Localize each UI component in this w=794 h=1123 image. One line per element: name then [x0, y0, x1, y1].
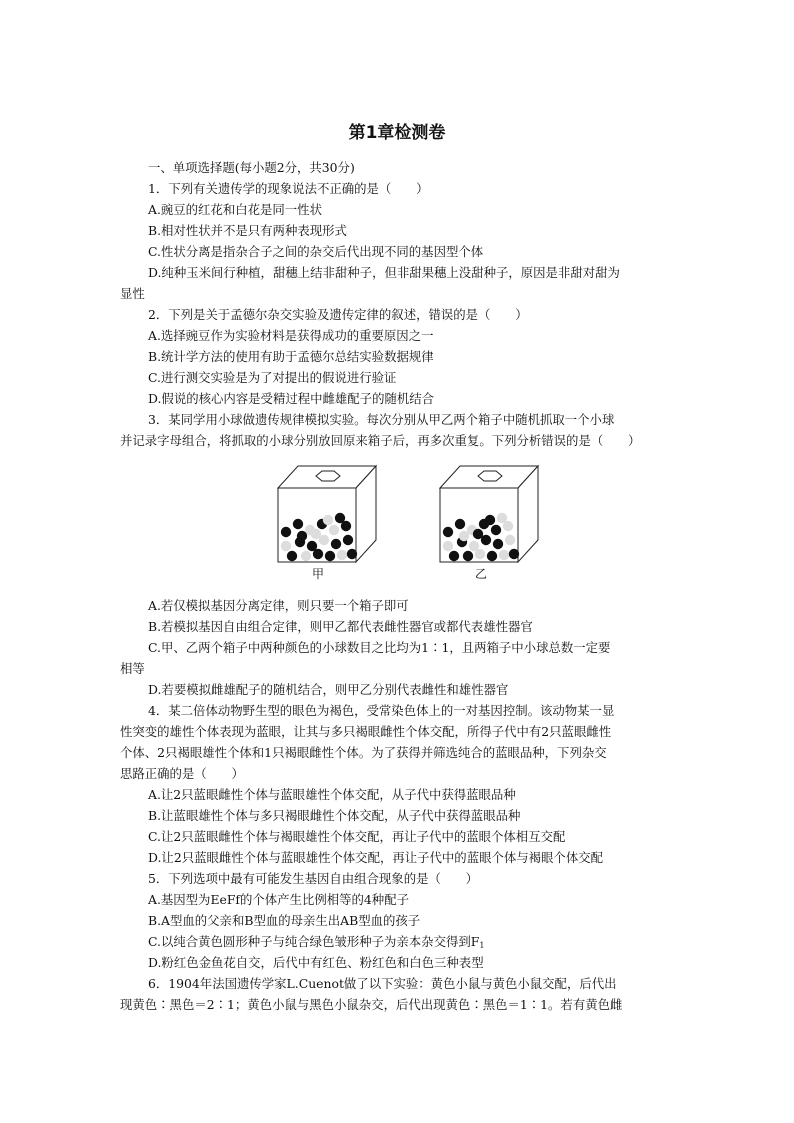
q6-stem: 6．1904年法国遗传学家L.Cuenot做了以下实验：黄色小鼠与黄色小鼠交配，后代出 — [148, 976, 617, 991]
q1-option-d: D.纯种玉米间行种植，甜穗上结非甜种子，但非甜果穗上没甜种子，原因是非甜对甜为 — [148, 265, 620, 280]
page-title: 第1章检测卷 — [348, 123, 446, 143]
box-right-black-ball — [491, 525, 501, 535]
q4-option-d: D.让2只蓝眼雌性个体与蓝眼雄性个体交配，再让子代中的蓝眼个体与褐眼个体交配 — [148, 850, 603, 865]
box-left-gray-ball — [329, 525, 339, 535]
box-left-black-ball — [293, 519, 303, 529]
box-left-black-ball — [287, 551, 297, 561]
q4-option-a: A.让2只蓝眼雌性个体与蓝眼雄性个体交配，从子代中获得蓝眼品种 — [148, 787, 516, 802]
q5-option-b: B.A型血的父亲和B型血的母亲生出AB型血的孩子 — [148, 913, 421, 928]
q3-option-c-continued: 相等 — [120, 661, 145, 676]
box-right-black-ball — [455, 519, 465, 529]
q4-option-c: C.让2只蓝眼雌性个体与褐眼雄性个体交配，再让子代中的蓝眼个体相互交配 — [148, 829, 566, 844]
box-left-black-ball — [331, 539, 341, 549]
box-right-black-ball — [443, 527, 453, 537]
q2-option-d: D.假说的核心内容是受精过程中雌雄配子的随机结合 — [148, 391, 435, 406]
box-left-gray-ball — [337, 550, 347, 560]
box-right-gray-ball — [459, 531, 469, 541]
section-heading: 一、单项选择题(每小题2分，共30分) — [148, 160, 355, 175]
q2-option-c: C.进行测交实验是为了对提出的假说进行验证 — [148, 370, 397, 385]
q3-option-d: D.若要模拟雌雄配子的随机结合，则甲乙分别代表雌性和雄性器官 — [148, 682, 509, 697]
box-left-black-ball — [335, 513, 345, 523]
box-left-gray-ball — [323, 515, 333, 525]
q4-stem-line3: 个体、2只褐眼雄性个体和1只褐眼雌性个体。为了获得并筛选纯合的蓝眼品种，下列杂交 — [120, 745, 607, 760]
box-right-label: 乙 — [475, 567, 488, 581]
box-left-black-ball — [343, 535, 353, 545]
q1-option-c: C.性状分离是指杂合子之间的杂交后代出现不同的基因型个体 — [148, 244, 484, 259]
q5-option-a: A.基因型为EeFf的个体产生比例相等的4种配子 — [148, 892, 409, 907]
q4-stem-line2: 性突变的雄性个体表现为蓝眼，让其与多只褐眼雌性个体交配，所得子代中有2只蓝眼雌性 — [120, 724, 612, 739]
q3-option-a: A.若仅模拟基因分离定律，则只要一个箱子即可 — [148, 598, 409, 613]
q1-option-a: A.豌豆的红花和白花是同一性状 — [148, 202, 322, 217]
q3-stem-continued: 并记录字母组合，将抓取的小球分别放回原来箱子后，再多次重复。下列分析错误的是（ ） — [120, 433, 641, 448]
box-left-black-ball — [347, 549, 357, 559]
box-right-black-ball — [463, 551, 473, 561]
box-left-gray-ball — [281, 541, 291, 551]
q3-option-c: C.甲、乙两个箱子中两种颜色的小球数目之比均为1∶1，且两箱子中小球总数一定要 — [148, 640, 611, 655]
box-right-black-ball — [509, 549, 519, 559]
q6-stem-line2: 现黄色∶黑色＝2∶1；黄色小鼠与黑色小鼠杂交，后代出现黄色∶黑色＝1∶1。若有黄色雌 — [120, 997, 623, 1012]
box-right-gray-ball — [499, 550, 509, 560]
box-right — [440, 466, 538, 562]
q5-option-d: D.粉红色金鱼花自交，后代中有红色、粉红色和白色三种表型 — [148, 955, 484, 970]
box-right-black-ball — [449, 551, 459, 561]
q2-option-b: B.统计学方法的使用有助于孟德尔总结实验数据规律 — [148, 349, 434, 364]
box-left-label: 甲 — [312, 567, 325, 581]
q4-stem: 4．某二倍体动物野生型的眼色为褐色，受常染色体上的一对基因控制。该动物某一显 — [148, 703, 615, 718]
q1-option-d-continued: 显性 — [120, 286, 145, 301]
q5-stem: 5．下列选项中最有可能发生基因自由组合现象的是（ ） — [148, 871, 479, 886]
box-right-black-ball — [493, 539, 503, 549]
box-right-black-ball — [485, 515, 495, 525]
q4-option-b: B.让蓝眼雄性个体与多只褐眼雌性个体交配，从子代中获得蓝眼品种 — [148, 808, 521, 823]
box-left-gray-ball — [311, 529, 321, 539]
box-right-black-ball — [473, 529, 483, 539]
box-left-black-ball — [297, 531, 307, 541]
q5-option-c-subscript: 1 — [479, 941, 485, 950]
box-right-black-ball — [487, 551, 497, 561]
box-left — [278, 466, 376, 562]
q2-option-a: A.选择豌豆作为实验材料是获得成功的重要原因之一 — [148, 328, 434, 343]
box-right-gray-ball — [505, 535, 515, 545]
box-left-black-ball — [313, 549, 323, 559]
box-left-black-ball — [281, 527, 291, 537]
q3-option-b: B.若模拟基因自由组合定律，则甲乙都代表雌性器官或都代表雄性器官 — [148, 619, 533, 634]
box-left-gray-ball — [301, 551, 311, 561]
box-right-gray-ball — [475, 549, 485, 559]
box-left-black-ball — [325, 551, 335, 561]
box-right-gray-ball — [443, 541, 453, 551]
q3-stem: 3．某同学用小球做遗传规律模拟实验。每次分别从甲乙两个箱子中随机抓取一个小球 — [148, 412, 615, 427]
q4-stem-line4: 思路正确的是（ ） — [120, 766, 244, 781]
q5-option-c — [148, 934, 484, 950]
q5-option-c-text: C.以纯合黄色圆形种子与纯合绿色皱形种子为亲本杂交得到F — [148, 934, 480, 949]
ball-boxes-figure — [272, 460, 562, 590]
q1-stem: 1．下列有关遗传学的现象说法不正确的是（ ） — [148, 181, 429, 196]
q2-stem: 2．下列是关于孟德尔杂交实验及遗传定律的叙述，错误的是（ ） — [148, 307, 528, 322]
q1-option-b: B.相对性状并不是只有两种表现形式 — [148, 223, 347, 238]
box-right-gray-ball — [497, 513, 507, 523]
